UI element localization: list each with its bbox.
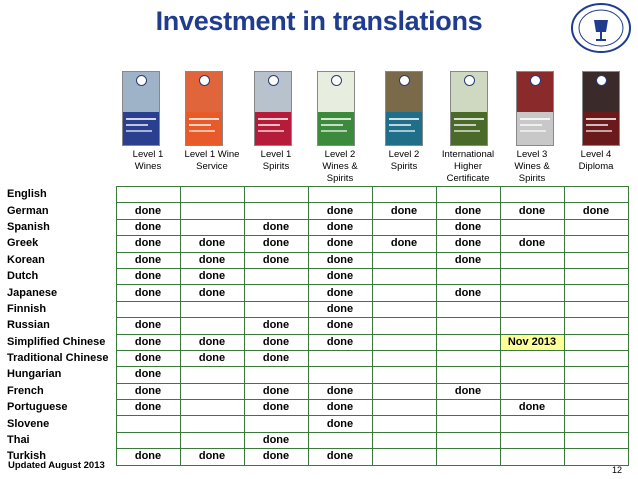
table-row bbox=[6, 285, 628, 301]
language-label: Russian bbox=[7, 319, 50, 332]
status-cell bbox=[500, 285, 564, 301]
page-number: 12 bbox=[612, 465, 623, 475]
status-cell bbox=[180, 432, 244, 448]
status-cell bbox=[500, 350, 564, 366]
table-row bbox=[6, 432, 628, 448]
status-cell bbox=[436, 367, 500, 383]
status-cell bbox=[180, 318, 244, 334]
status-cell bbox=[564, 219, 628, 235]
status-cell bbox=[564, 383, 628, 399]
status-cell: done bbox=[244, 350, 308, 366]
language-label: French bbox=[7, 384, 44, 397]
status-cell bbox=[436, 334, 500, 350]
course-cover-4 bbox=[317, 71, 355, 146]
language-label: Hungarian bbox=[7, 368, 62, 381]
status-cell: done bbox=[308, 268, 372, 284]
status-cell bbox=[500, 252, 564, 268]
wset-seal-icon bbox=[268, 75, 279, 86]
status-cell: done bbox=[180, 285, 244, 301]
status-cell bbox=[372, 383, 436, 399]
status-cell: done bbox=[116, 334, 180, 350]
status-cell bbox=[500, 187, 564, 203]
status-cell bbox=[564, 285, 628, 301]
status-cell: done bbox=[308, 383, 372, 399]
status-cell: done bbox=[436, 383, 500, 399]
status-cell bbox=[372, 318, 436, 334]
column-header-line: Wines & bbox=[514, 161, 550, 172]
column-header-6 bbox=[436, 149, 500, 187]
column-header-line: Higher bbox=[454, 161, 482, 172]
status-cell bbox=[308, 367, 372, 383]
status-cell bbox=[500, 383, 564, 399]
status-cell bbox=[372, 416, 436, 432]
status-cell bbox=[436, 350, 500, 366]
status-cell: done bbox=[436, 252, 500, 268]
language-label: Simplified Chinese bbox=[7, 335, 106, 348]
status-cell bbox=[372, 285, 436, 301]
column-header-7 bbox=[500, 149, 564, 187]
language-label: Spanish bbox=[7, 220, 50, 233]
language-label: Dutch bbox=[7, 270, 39, 283]
status-cell: done bbox=[244, 318, 308, 334]
page-title: Investment in translations bbox=[155, 6, 483, 36]
status-cell bbox=[244, 268, 308, 284]
status-cell: done bbox=[244, 449, 308, 465]
status-cell bbox=[372, 367, 436, 383]
wset-seal-icon bbox=[464, 75, 475, 86]
status-cell: done bbox=[500, 203, 564, 219]
language-label: Japanese bbox=[7, 286, 58, 299]
status-cell bbox=[436, 187, 500, 203]
status-cell bbox=[372, 219, 436, 235]
column-header-line: Wines & bbox=[322, 161, 358, 172]
status-cell: done bbox=[308, 252, 372, 268]
status-cell bbox=[244, 187, 308, 203]
status-cell bbox=[564, 416, 628, 432]
status-cell bbox=[180, 203, 244, 219]
column-header-line: Wines bbox=[134, 161, 162, 172]
status-cell: done bbox=[244, 334, 308, 350]
status-cell bbox=[180, 416, 244, 432]
status-cell: done bbox=[372, 236, 436, 252]
status-cell bbox=[564, 334, 628, 350]
language-label: English bbox=[7, 188, 47, 201]
column-header-5 bbox=[372, 149, 436, 187]
status-cell bbox=[564, 432, 628, 448]
status-cell bbox=[564, 252, 628, 268]
column-header-2 bbox=[180, 149, 244, 187]
status-cell: done bbox=[308, 334, 372, 350]
column-header-line: Level 2 bbox=[324, 149, 356, 160]
column-header-line: Level 3 bbox=[516, 149, 548, 160]
status-cell bbox=[500, 318, 564, 334]
column-header-8 bbox=[564, 149, 628, 187]
status-cell bbox=[564, 318, 628, 334]
language-label: Greek bbox=[7, 237, 39, 250]
wset-seal-icon bbox=[136, 75, 147, 86]
status-cell bbox=[244, 301, 308, 317]
status-cell: done bbox=[308, 236, 372, 252]
status-cell: done bbox=[180, 334, 244, 350]
status-cell: done bbox=[116, 449, 180, 465]
status-cell bbox=[244, 367, 308, 383]
status-cell: done bbox=[244, 252, 308, 268]
language-label: Korean bbox=[7, 253, 45, 266]
wset-seal-icon bbox=[596, 75, 607, 86]
status-cell: done bbox=[372, 203, 436, 219]
wset-seal-icon bbox=[331, 75, 342, 86]
table-row bbox=[6, 350, 628, 366]
column-header-line: Service bbox=[196, 161, 228, 172]
status-cell bbox=[372, 252, 436, 268]
status-cell bbox=[244, 285, 308, 301]
status-cell bbox=[564, 301, 628, 317]
status-cell bbox=[372, 301, 436, 317]
status-cell: done bbox=[436, 203, 500, 219]
status-cell: done bbox=[308, 219, 372, 235]
status-cell: done bbox=[436, 236, 500, 252]
language-label: Thai bbox=[7, 434, 30, 447]
status-cell: done bbox=[116, 219, 180, 235]
status-cell: done bbox=[116, 268, 180, 284]
table-row bbox=[6, 301, 628, 317]
language-label: Turkish bbox=[7, 450, 46, 463]
status-cell bbox=[436, 301, 500, 317]
column-header-line: Level 1 Wine bbox=[184, 149, 240, 160]
status-cell: done bbox=[436, 219, 500, 235]
status-cell: done bbox=[116, 203, 180, 219]
language-label: Portuguese bbox=[7, 401, 68, 414]
status-cell bbox=[308, 432, 372, 448]
status-cell: done bbox=[180, 252, 244, 268]
column-header-line: Spirits bbox=[262, 161, 290, 172]
table-row bbox=[6, 203, 628, 219]
status-cell bbox=[372, 449, 436, 465]
wset-seal-icon bbox=[199, 75, 210, 86]
status-cell: done bbox=[308, 449, 372, 465]
status-cell bbox=[372, 400, 436, 416]
wset-seal-icon bbox=[399, 75, 410, 86]
status-cell: done bbox=[180, 268, 244, 284]
status-cell bbox=[372, 432, 436, 448]
course-cover-7 bbox=[516, 71, 554, 146]
status-cell bbox=[436, 432, 500, 448]
table-row bbox=[6, 383, 628, 399]
column-header-1 bbox=[116, 149, 180, 187]
status-cell: done bbox=[244, 383, 308, 399]
status-cell: done bbox=[244, 400, 308, 416]
status-cell: done bbox=[308, 400, 372, 416]
status-cell bbox=[564, 367, 628, 383]
status-cell bbox=[116, 301, 180, 317]
status-cell bbox=[180, 367, 244, 383]
column-header-3 bbox=[244, 149, 308, 187]
status-cell bbox=[372, 187, 436, 203]
column-header-line: Spirits bbox=[518, 173, 546, 184]
status-cell bbox=[564, 236, 628, 252]
course-cover-2 bbox=[185, 71, 223, 146]
status-cell bbox=[180, 219, 244, 235]
status-cell bbox=[308, 350, 372, 366]
status-cell: done bbox=[308, 416, 372, 432]
status-cell: done bbox=[308, 318, 372, 334]
table-row bbox=[6, 187, 628, 203]
column-header-line: Spirits bbox=[326, 173, 354, 184]
column-header-line: Level 1 bbox=[132, 149, 164, 160]
language-label: Slovene bbox=[7, 417, 50, 430]
translation-status-table bbox=[6, 149, 629, 466]
updated-note: Updated August 2013 bbox=[8, 460, 105, 471]
status-cell: done bbox=[116, 350, 180, 366]
status-cell bbox=[564, 449, 628, 465]
status-cell bbox=[500, 268, 564, 284]
status-cell bbox=[180, 301, 244, 317]
status-cell bbox=[308, 187, 372, 203]
status-cell: done bbox=[116, 318, 180, 334]
status-cell: done bbox=[436, 285, 500, 301]
status-cell: done bbox=[308, 203, 372, 219]
status-cell bbox=[436, 449, 500, 465]
status-cell bbox=[436, 416, 500, 432]
status-cell bbox=[500, 367, 564, 383]
header-row bbox=[6, 149, 628, 187]
status-cell bbox=[436, 268, 500, 284]
table-row bbox=[6, 334, 628, 350]
status-cell bbox=[372, 334, 436, 350]
language-label: Traditional Chinese bbox=[7, 352, 109, 365]
status-cell: done bbox=[500, 400, 564, 416]
wset-seal-logo bbox=[570, 2, 632, 54]
status-cell bbox=[116, 432, 180, 448]
table-row bbox=[6, 236, 628, 252]
status-cell: done bbox=[564, 203, 628, 219]
column-header-line: Diploma bbox=[578, 161, 614, 172]
status-cell bbox=[564, 400, 628, 416]
status-cell: done bbox=[116, 400, 180, 416]
status-cell bbox=[180, 400, 244, 416]
status-cell bbox=[500, 219, 564, 235]
status-cell bbox=[180, 187, 244, 203]
status-cell: done bbox=[116, 367, 180, 383]
table-row bbox=[6, 367, 628, 383]
language-label: Finnish bbox=[7, 302, 47, 315]
status-cell: done bbox=[116, 383, 180, 399]
status-cell bbox=[564, 268, 628, 284]
course-cover-8 bbox=[582, 71, 620, 146]
status-cell bbox=[500, 449, 564, 465]
status-cell: done bbox=[308, 285, 372, 301]
status-cell: done bbox=[180, 350, 244, 366]
status-cell: done bbox=[244, 219, 308, 235]
status-cell bbox=[500, 432, 564, 448]
status-cell bbox=[244, 416, 308, 432]
column-header-line: International bbox=[441, 149, 495, 160]
status-cell: done bbox=[244, 236, 308, 252]
wset-seal-icon bbox=[530, 75, 541, 86]
status-cell: done bbox=[116, 285, 180, 301]
status-cell bbox=[564, 350, 628, 366]
status-cell bbox=[564, 187, 628, 203]
language-header bbox=[6, 149, 116, 187]
table-row bbox=[6, 416, 628, 432]
column-header-line: Level 2 bbox=[388, 149, 420, 160]
language-label: German bbox=[7, 204, 49, 217]
table-row bbox=[6, 318, 628, 334]
course-cover-1 bbox=[122, 71, 160, 146]
column-header-line: Level 1 bbox=[260, 149, 292, 160]
course-cover-strip bbox=[0, 71, 638, 146]
status-cell bbox=[500, 416, 564, 432]
course-cover-3 bbox=[254, 71, 292, 146]
status-cell: done bbox=[116, 252, 180, 268]
table-row bbox=[6, 400, 628, 416]
status-cell bbox=[500, 301, 564, 317]
status-cell bbox=[436, 318, 500, 334]
table-row bbox=[6, 268, 628, 284]
table-row bbox=[6, 219, 628, 235]
status-cell: done bbox=[500, 236, 564, 252]
table-row bbox=[6, 252, 628, 268]
status-cell: done bbox=[180, 449, 244, 465]
status-cell bbox=[180, 383, 244, 399]
status-cell bbox=[244, 203, 308, 219]
status-cell: done bbox=[180, 236, 244, 252]
column-header-4 bbox=[308, 149, 372, 187]
status-cell: done bbox=[116, 236, 180, 252]
status-cell bbox=[116, 187, 180, 203]
column-header-line: Level 4 bbox=[580, 149, 612, 160]
status-cell bbox=[372, 268, 436, 284]
course-cover-5 bbox=[385, 71, 423, 146]
column-header-line: Spirits bbox=[390, 161, 418, 172]
status-cell: Nov 2013 bbox=[500, 334, 564, 350]
status-cell bbox=[436, 400, 500, 416]
status-cell: done bbox=[308, 301, 372, 317]
status-cell bbox=[372, 350, 436, 366]
status-cell: done bbox=[244, 432, 308, 448]
column-header-line: Certificate bbox=[446, 173, 490, 184]
status-cell bbox=[116, 416, 180, 432]
course-cover-6 bbox=[450, 71, 488, 146]
